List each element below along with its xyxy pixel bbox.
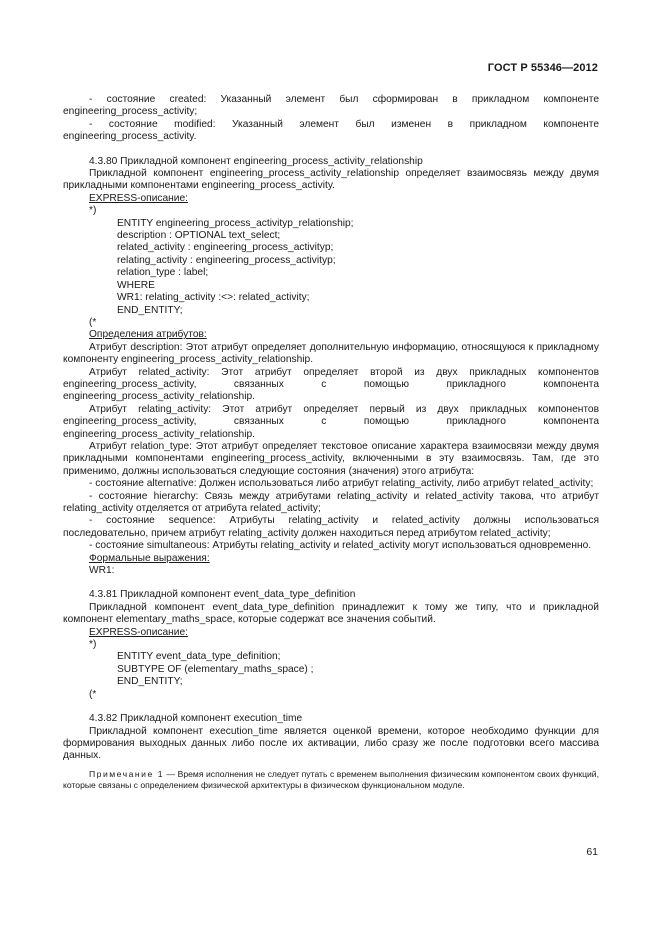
state-simultaneous-item: - состояние simultaneous: Атрибуты relating_activity и related_activity могут использоваться одновременно. <box>89 540 592 552</box>
attribute-related-activity: Атрибут related_activity: Этот атрибут определяет второй из двух прикладных компонентов engineering_process_activity, связанных с помощью прикладного компонента engineering_process_activity_relationship. <box>63 366 599 403</box>
section-4-3-82-title: 4.3.82 Прикладной компонент execution_time <box>89 713 303 725</box>
express-close-marker: (* <box>89 316 97 328</box>
attribute-definitions-label: Определения атрибутов: <box>89 329 207 341</box>
section-4-3-80-description: Прикладной компонент engineering_process_activity_relationship определяет взаимосвязь между двумя прикладными компонентами engineering_process_activity. <box>63 168 599 192</box>
code-line: END_ENTITY; <box>117 676 183 688</box>
express-open-marker: *) <box>89 639 97 651</box>
attribute-relation-type: Атрибут relation_type: Этот атрибут определяет текстовое описание характера взаимосвязи между двумя прикладными компонентами engineering_process_activity, включенными в эту взаимосвязь. Там, где это применимо, должны использоваться следующие состояния (значения) этого атрибута: <box>63 440 599 477</box>
formal-rule-wr1: WR1: <box>89 565 115 577</box>
code-line: related_activity : engineering_process_activityp; <box>117 242 334 254</box>
section-4-3-81-description: Прикладной компонент event_data_type_definition принадлежит к тому же типу, что и прикладной компонент elementary_maths_space, которые содержат все значения событий. <box>63 601 599 626</box>
note-label: Примечание 1 <box>89 768 165 779</box>
attribute-description: Атрибут description: Этот атрибут определяет дополнительную информацию, относящуюся к прикладному компоненту engineering_process_activity_relationship. <box>63 341 599 366</box>
note-text: — Время исполнения не следует путать с временем выполнения физическим компонентом своих функций, которые связаны с определением физической архитектуры в физическом функциональном модуле. <box>63 768 599 790</box>
formal-expressions-label: Формальные выражения: <box>89 552 210 564</box>
section-4-3-82-description: Прикладной компонент execution_time является оценкой времени, которое необходимо функции для формирования выходных данных либо после их активации, либо сразу же после подготовки всего массива данных. <box>63 725 599 762</box>
express-close-marker: (* <box>89 688 97 700</box>
state-modified-item: - состояние modified: Указанный элемент был изменен в прикладном компоненте engineering_process_activity. <box>63 118 599 143</box>
state-alternative-item: - состояние alternative: Должен использоваться либо атрибут relating_activity, либо атрибут related_activity; <box>89 478 594 490</box>
express-description-label: EXPRESS-описание: <box>89 626 188 638</box>
code-line: ENTITY event_data_type_definition; <box>117 651 281 663</box>
section-4-3-80-title: 4.3.80 Прикладной компонент engineering_process_activity_relationship <box>89 155 423 167</box>
express-description-label: EXPRESS-описание: <box>89 192 188 204</box>
section-4-3-81-title: 4.3.81 Прикладной компонент event_data_type_definition <box>89 589 356 601</box>
state-hierarchy-item: - состояние hierarchy: Связь между атрибутами relating_activity и related_activity такова, что атрибут relating_activity отделяется от атрибута related_activity; <box>63 490 599 514</box>
code-line: relation_type : label; <box>117 267 209 279</box>
state-sequence-item: - состояние sequence: Атрибуты relating_activity и related_activity должны использоваться последовательно, причем атрибут relating_activity должен находиться перед атрибутом related_activity; <box>63 515 599 539</box>
document-header: ГОСТ Р 55346—2012 <box>487 62 598 74</box>
document-body <box>63 94 599 791</box>
code-line: ENTITY engineering_process_activityp_relationship; <box>117 217 354 229</box>
code-line: WR1: relating_activity :<>: related_activity; <box>117 292 310 304</box>
state-created-item: - состояние created: Указанный элемент был сформирован в прикладном компоненте engineering_process_activity; <box>63 94 599 118</box>
attribute-relating-activity: Атрибут relating_activity: Этот атрибут определяет первый из двух прикладных компонентов engineering_process_activity, связанных с помощью прикладного компонента engineering_process_activity_relationship. <box>63 403 599 440</box>
note-1 <box>63 769 599 791</box>
code-line: WHERE <box>117 279 155 291</box>
code-line: description : OPTIONAL text_select; <box>117 230 281 242</box>
express-open-marker: *) <box>89 205 97 217</box>
page-number: 61 <box>586 846 598 858</box>
code-line: relating_activity : engineering_process_activityp; <box>117 254 336 266</box>
code-line: END_ENTITY; <box>117 304 183 316</box>
code-line: SUBTYPE OF (elementary_maths_space) ; <box>117 663 314 675</box>
